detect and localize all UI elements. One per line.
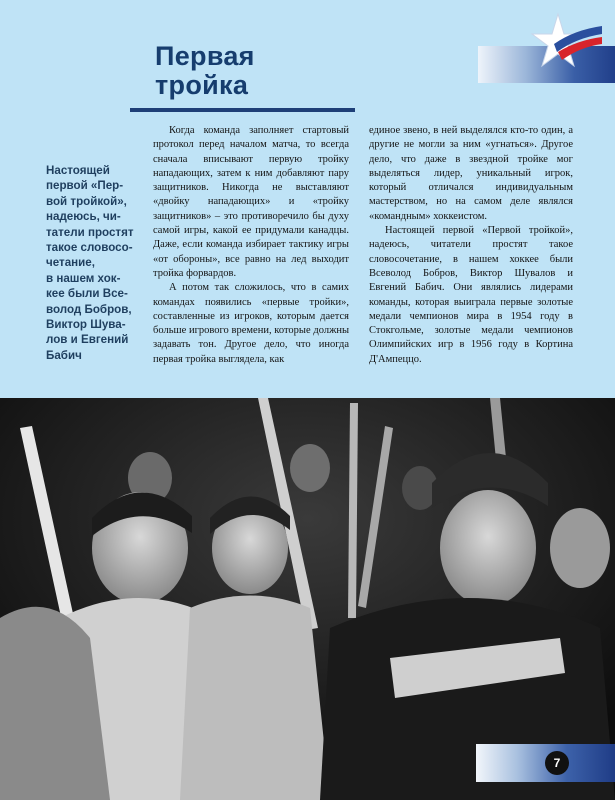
star-ribbon-logo-icon: [524, 10, 604, 80]
hockey-team-photo: [0, 398, 615, 800]
paragraph: единое звено, в ней выделялся кто-то один, а другие не могли за ним «угнаться». Другое дело, что даже в звездной тройке мог выделяться лидер, уникальный игрок, который отличался индивидуальным мастерством, но на самом деле являлся «командным» хоккеистом.: [369, 125, 573, 222]
article-title: Первая тройка: [155, 41, 255, 100]
text-column-left: [153, 124, 349, 367]
paragraph: Когда команда заполняет стартовый протокол перед началом матча, то всегда сначала вписывают первую тройку нападающих, затем к ним добавляют пару защитников. Никогда не выставляют «двойку нападающих» и «тройку защитников» – это противоречило бы духу самой игры, какой ее придумали канадцы. Даже, если команда избирает тактику игры «от обороны», все равно на лед выходит тройка форвардов.: [153, 125, 349, 279]
paragraph: Настоящей первой «Первой тройкой», надеюсь, читатели простят такое словосочетание, в нашем хоккее были Всеволод Бобров, Виктор Шувалов и Евгений Бабич. Они являлись лидерами команды, которая выиграла первые золотые медали чемпионов мира в 1954 году в Стокгольме, золотые медали чемпионов Олимпийских игр в 1956 году в Кортина Д'Ампеццо.: [369, 225, 573, 365]
title-underline: [130, 108, 355, 112]
page-number: 7: [545, 751, 569, 775]
paragraph: А потом так сложилось, что в самих командах появились «первые тройки», составленные из игроков, которым дается больше игрового времени, которые должны задавать тон. Другое дело, что иногда первая тройка выглядела, как: [153, 282, 349, 365]
text-column-right: [369, 124, 573, 367]
pull-quote: Настоящей первой «Пер- вой тройкой», надеюсь, чи- татели простят такое словосо- четание, в нашем хок- кее были Все- волод Бобров, Виктор Шува- лов и Евгений Бабич: [46, 164, 134, 362]
